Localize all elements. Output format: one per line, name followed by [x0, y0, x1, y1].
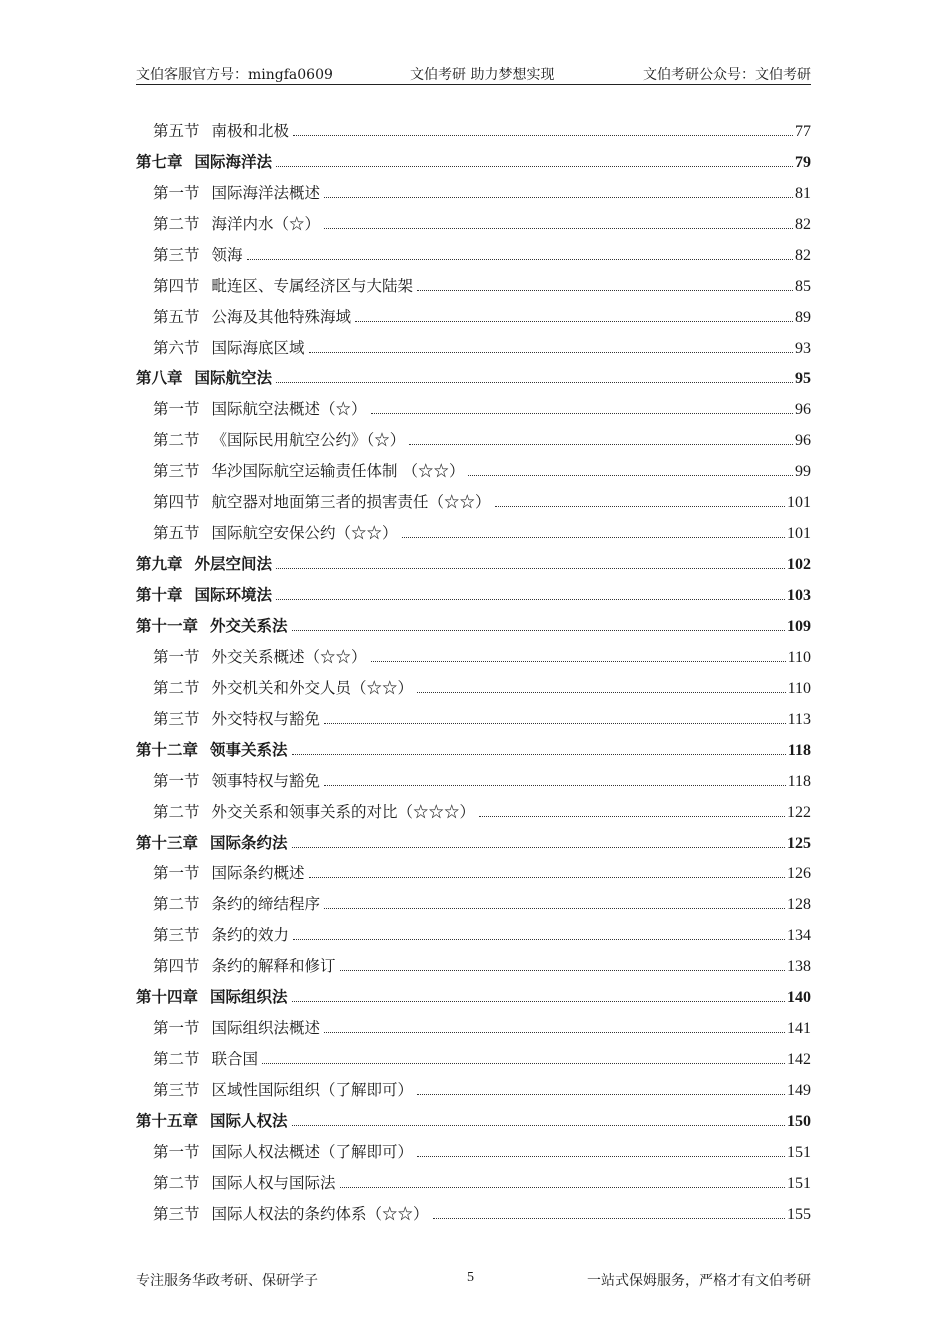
toc-entry-page: 89 — [795, 308, 811, 326]
toc-entry-title: 条约的解释和修订 — [211, 957, 336, 976]
toc-entry-number: 第三节 — [153, 709, 200, 728]
toc-dot-leader — [324, 1032, 785, 1033]
toc-entry-title: 条约的效力 — [211, 926, 290, 945]
toc-section-entry — [136, 760, 811, 791]
toc-chapter-entry — [136, 141, 811, 172]
page-header — [136, 60, 811, 85]
toc-section-entry — [136, 172, 811, 203]
toc-entry-page: 149 — [787, 1082, 811, 1099]
toc-entry-page: 96 — [795, 432, 811, 450]
toc-chapter-entry — [136, 543, 811, 574]
toc-entry-title: 外交关系法 — [210, 615, 288, 635]
toc-dot-leader — [276, 382, 793, 383]
toc-section-entry — [136, 1038, 811, 1069]
toc-entry-number: 第一节 — [153, 400, 200, 419]
toc-section-entry — [136, 667, 811, 698]
footer-right-text: 一站式保姆服务，严格才有文伯考研 — [587, 1273, 811, 1289]
toc-section-entry — [136, 698, 811, 729]
toc-entry-title: 国际组织法 — [210, 987, 288, 1007]
toc-dot-leader — [324, 228, 793, 229]
toc-section-entry — [136, 636, 811, 667]
toc-entry-page: 101 — [787, 525, 811, 543]
toc-entry-number: 第三节 — [153, 1204, 200, 1223]
toc-chapter-entry — [136, 1100, 811, 1131]
toc-dot-leader — [324, 785, 786, 786]
toc-dot-leader — [324, 908, 785, 909]
toc-dot-leader — [292, 1001, 785, 1002]
toc-section-entry — [136, 914, 811, 945]
toc-section-entry — [136, 450, 811, 481]
toc-dot-leader — [262, 1063, 785, 1064]
toc-dot-leader — [417, 1156, 785, 1157]
toc-entry-page: 118 — [787, 741, 811, 759]
toc-section-entry — [136, 1131, 811, 1162]
toc-entry-number: 第二节 — [153, 1173, 200, 1192]
toc-entry-number: 第九章 — [136, 554, 183, 574]
toc-entry-title: 领海 — [211, 245, 243, 264]
toc-entry-number: 第一节 — [153, 1019, 200, 1038]
header-slogan: 文伯考研 助力梦想实现 — [410, 67, 555, 83]
toc-entry-page: 138 — [787, 958, 811, 976]
toc-entry-title: 外层空间法 — [194, 554, 273, 574]
toc-entry-number: 第一节 — [153, 183, 200, 202]
toc-entry-number: 第四节 — [153, 957, 200, 976]
toc-entry-title: 国际海洋法概述 — [211, 183, 321, 202]
toc-dot-leader — [293, 135, 793, 136]
toc-entry-title: 南极和北极 — [211, 121, 290, 140]
toc-entry-page: 103 — [787, 587, 811, 604]
toc-entry-page: 140 — [787, 989, 811, 1007]
toc-entry-title: 外交机关和外交人员（☆☆） — [211, 678, 414, 697]
toc-entry-page: 79 — [795, 153, 811, 171]
toc-section-entry — [136, 512, 811, 543]
toc-section-entry — [136, 203, 811, 234]
header-official-account: 文伯考研公众号：文伯考研 — [643, 67, 811, 83]
toc-entry-page: 85 — [795, 277, 811, 295]
toc-entry-title: 国际环境法 — [194, 585, 273, 604]
toc-entry-page: 81 — [795, 184, 811, 202]
toc-entry-number: 第三节 — [153, 1081, 200, 1099]
toc-entry-page: 155 — [787, 1205, 811, 1223]
toc-dot-leader — [276, 599, 785, 600]
toc-entry-number: 第十二章 — [136, 739, 199, 759]
toc-section-entry — [136, 234, 811, 265]
toc-dot-leader — [292, 1125, 785, 1126]
toc-section-entry — [136, 1007, 811, 1038]
toc-entry-page: 110 — [787, 679, 811, 697]
toc-entry-page: 93 — [795, 339, 811, 357]
toc-dot-leader — [402, 537, 785, 538]
toc-dot-leader — [468, 475, 793, 476]
toc-entry-number: 第五节 — [153, 524, 200, 543]
toc-dot-leader — [292, 847, 785, 848]
toc-entry-page: 118 — [787, 772, 811, 790]
toc-entry-page: 82 — [795, 246, 811, 264]
toc-entry-page: 122 — [787, 803, 811, 821]
toc-chapter-entry — [136, 822, 811, 853]
toc-dot-leader — [324, 723, 786, 724]
toc-entry-title: 区域性国际组织（了解即可） — [211, 1081, 414, 1099]
toc-entry-number: 第五节 — [153, 307, 200, 326]
toc-entry-page: 95 — [795, 370, 811, 388]
toc-chapter-entry — [136, 605, 811, 636]
toc-dot-leader — [324, 197, 793, 198]
page-footer — [136, 1270, 811, 1290]
toc-entry-number: 第十章 — [136, 585, 183, 604]
toc-entry-title: 国际人权法 — [210, 1110, 288, 1130]
toc-entry-title: 外交关系概述（☆☆） — [211, 647, 367, 666]
toc-section-entry — [136, 883, 811, 914]
toc-dot-leader — [409, 444, 793, 445]
toc-dot-leader — [293, 939, 785, 940]
toc-entry-title: 领事关系法 — [210, 739, 288, 759]
toc-entry-number: 第二节 — [153, 214, 200, 233]
toc-entry-number: 第三节 — [153, 462, 200, 481]
toc-entry-number: 第二节 — [153, 431, 200, 450]
toc-entry-number: 第十三章 — [136, 832, 199, 852]
toc-section-entry — [136, 388, 811, 419]
toc-entry-page: 134 — [787, 927, 811, 945]
toc-entry-page: 142 — [787, 1051, 811, 1069]
toc-entry-page: 151 — [787, 1143, 811, 1161]
toc-dot-leader — [247, 259, 793, 260]
toc-entry-page: 101 — [787, 494, 811, 512]
toc-chapter-entry — [136, 574, 811, 605]
toc-section-entry — [136, 265, 811, 296]
toc-entry-title: 国际人权法的条约体系（☆☆） — [211, 1204, 429, 1223]
toc-section-entry — [136, 1162, 811, 1193]
toc-section-entry — [136, 1069, 811, 1100]
toc-section-entry — [136, 296, 811, 327]
toc-entry-title: 公海及其他特殊海域 — [211, 307, 352, 326]
toc-entry-number: 第二节 — [153, 678, 200, 697]
toc-dot-leader — [417, 290, 793, 291]
toc-dot-leader — [371, 413, 793, 414]
toc-dot-leader — [340, 1187, 785, 1188]
toc-entry-page: 109 — [787, 617, 811, 635]
toc-section-entry — [136, 945, 811, 976]
page-number: 5 — [467, 1270, 474, 1285]
toc-dot-leader — [276, 166, 793, 167]
toc-entry-title: 毗连区、专属经济区与大陆架 — [211, 276, 414, 295]
toc-entry-page: 151 — [787, 1174, 811, 1192]
toc-dot-leader — [479, 816, 785, 817]
toc-section-entry — [136, 419, 811, 450]
toc-entry-number: 第十一章 — [136, 615, 199, 635]
toc-entry-page: 110 — [787, 648, 811, 666]
toc-dot-leader — [340, 970, 785, 971]
toc-entry-title: 领事特权与豁免 — [211, 771, 321, 790]
toc-entry-title: 国际航空法概述（☆） — [211, 400, 367, 419]
toc-entry-title: 国际海底区域 — [211, 338, 305, 357]
toc-dot-leader — [309, 877, 785, 878]
toc-entry-number: 第一节 — [153, 864, 200, 883]
toc-entry-page: 125 — [787, 834, 811, 852]
toc-entry-number: 第三节 — [153, 926, 200, 945]
toc-entry-number: 第八章 — [136, 368, 183, 388]
toc-section-entry — [136, 853, 811, 884]
toc-entry-title: 国际条约概述 — [211, 864, 305, 883]
toc-entry-title: 国际海洋法 — [194, 151, 273, 171]
toc-entry-title: 条约的缔结程序 — [211, 895, 321, 914]
toc-chapter-entry — [136, 358, 811, 389]
toc-dot-leader — [417, 692, 786, 693]
toc-entry-page: 82 — [795, 215, 811, 233]
toc-entry-title: 航空器对地面第三者的损害责任（☆☆） — [211, 493, 491, 512]
toc-chapter-entry — [136, 729, 811, 760]
toc-dot-leader — [292, 754, 786, 755]
toc-entry-title: 国际条约法 — [210, 832, 288, 852]
toc-entry-title: 国际人权与国际法 — [211, 1173, 336, 1192]
toc-entry-page: 128 — [787, 896, 811, 914]
toc-entry-title: 国际组织法概述 — [211, 1019, 321, 1038]
toc-entry-page: 102 — [787, 556, 811, 574]
toc-entry-number: 第二节 — [153, 802, 200, 821]
toc-entry-title: 《国际民用航空公约》（☆） — [211, 431, 406, 450]
toc-entry-number: 第四节 — [153, 276, 200, 295]
toc-entry-number: 第一节 — [153, 1142, 200, 1161]
toc-section-entry — [136, 110, 811, 141]
toc-entry-page: 99 — [795, 463, 811, 481]
toc-entry-title: 国际航空法 — [194, 368, 273, 388]
toc-entry-page: 141 — [787, 1020, 811, 1038]
toc-entry-title: 国际人权法概述（了解即可） — [211, 1142, 414, 1161]
toc-dot-leader — [309, 352, 793, 353]
toc-chapter-entry — [136, 976, 811, 1007]
toc-dot-leader — [433, 1218, 785, 1219]
toc-entry-number: 第三节 — [153, 245, 200, 264]
toc-entry-number: 第十五章 — [136, 1110, 199, 1130]
toc-entry-number: 第十四章 — [136, 987, 199, 1007]
toc-entry-number: 第二节 — [153, 1050, 200, 1069]
toc-entry-number: 第五节 — [153, 121, 200, 140]
toc-entry-title: 海洋内水（☆） — [211, 214, 321, 233]
toc-entry-title: 外交特权与豁免 — [211, 709, 321, 728]
toc-entry-page: 96 — [795, 401, 811, 419]
toc-entry-page: 77 — [795, 122, 811, 140]
toc-dot-leader — [417, 1094, 785, 1095]
toc-entry-number: 第一节 — [153, 771, 200, 790]
toc-entry-title: 外交关系和领事关系的对比（☆☆☆） — [211, 802, 476, 821]
toc-dot-leader — [371, 661, 786, 662]
toc-entry-number: 第一节 — [153, 647, 200, 666]
toc-entry-page: 113 — [787, 710, 811, 728]
toc-dot-leader — [276, 568, 785, 569]
toc-entry-page: 126 — [787, 865, 811, 883]
toc-entry-title: 联合国 — [211, 1050, 259, 1069]
table-of-contents — [136, 110, 811, 1224]
toc-dot-leader — [292, 630, 785, 631]
toc-entry-number: 第六节 — [153, 338, 200, 357]
header-customer-service: 文伯客服官方号：mingfa0609 — [136, 67, 333, 83]
toc-section-entry — [136, 481, 811, 512]
toc-entry-number: 第七章 — [136, 151, 183, 171]
toc-dot-leader — [495, 506, 785, 507]
toc-section-entry — [136, 327, 811, 358]
footer-left-text: 专注服务华政考研、保研学子 — [136, 1273, 318, 1289]
toc-entry-title: 华沙国际航空运输责任体制 （☆☆） — [211, 462, 465, 481]
toc-entry-page: 150 — [787, 1112, 811, 1130]
toc-section-entry — [136, 791, 811, 822]
toc-entry-number: 第二节 — [153, 895, 200, 914]
toc-dot-leader — [355, 321, 793, 322]
toc-section-entry — [136, 1193, 811, 1224]
toc-entry-number: 第四节 — [153, 493, 200, 512]
toc-entry-title: 国际航空安保公约（☆☆） — [211, 524, 398, 543]
